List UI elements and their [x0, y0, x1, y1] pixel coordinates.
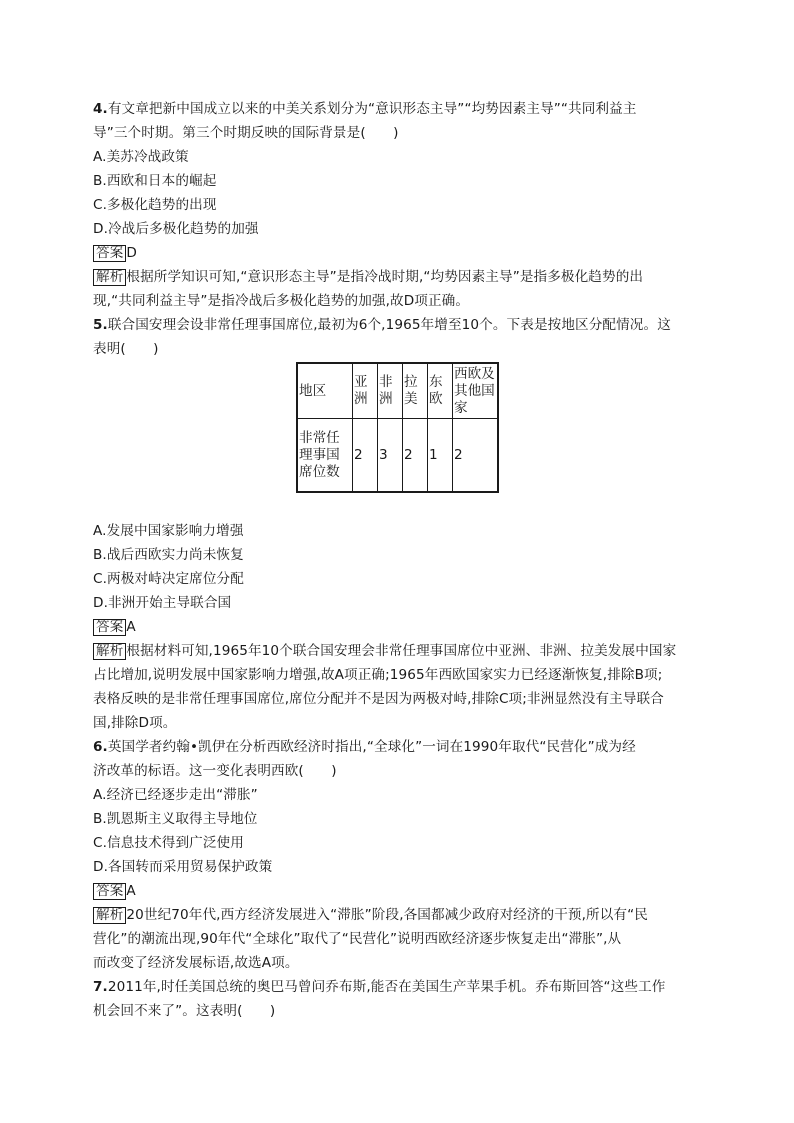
- table-cell: 3: [378, 419, 403, 493]
- table-header-row: [297, 363, 498, 419]
- q5-analysis-line-3: 表格反映的是非常任理事国席位,席位分配并不是因为两极对峙,排除C项;非洲显然没有主导联合: [93, 691, 664, 707]
- question-number: 5.: [93, 317, 108, 333]
- q4-answer: [93, 244, 137, 262]
- q4-option-b: B.西欧和日本的崛起: [93, 173, 217, 189]
- question-number: 4.: [93, 101, 108, 117]
- q6-analysis-line-3: 而改变了经济发展标语,故选A项。: [93, 955, 299, 971]
- q5-option-c: C.两极对峙决定席位分配: [93, 571, 244, 587]
- q5-stem-line-1: 5.联合国安理会设非常任理事国席位,最初为6个,1965年增至10个。下表是按地区分配情况。这: [93, 317, 671, 333]
- q4-option-d: D.冷战后多极化趋势的加强: [93, 221, 259, 237]
- table-row-label: 非常任理事国席位数: [297, 419, 353, 493]
- analysis-tag: 解析: [93, 907, 126, 924]
- q6-analysis-line-1: 解析 20世纪70年代,西方经济发展进入“滞胀”阶段,各国都减少政府对经济的干预,所以有“民: [93, 906, 648, 924]
- q5-analysis-line-4: 国,排除D项。: [93, 715, 177, 731]
- table-header-cell: 东欧: [428, 363, 453, 419]
- answer-value: D: [126, 245, 137, 261]
- q6-option-c: C.信息技术得到广泛使用: [93, 835, 244, 851]
- table-cell: 2: [453, 419, 499, 493]
- q7-stem-line-1: 7.2011年,时任美国总统的奥巴马曾问乔布斯,能否在美国生产苹果手机。乔布斯回答“这些工作: [93, 979, 666, 995]
- q6-stem-line-1: 6.英国学者约翰•凯伊在分析西欧经济时指出,“全球化”一词在1990年取代“民营化”成为经: [93, 739, 636, 755]
- q6-option-d: D.各国转而采用贸易保护政策: [93, 859, 273, 875]
- q5-option-b: B.战后西欧实力尚未恢复: [93, 547, 244, 563]
- q5-answer: [93, 618, 136, 636]
- q4-stem-line-2: 导”三个时期。第三个时期反映的国际背景是( ): [93, 125, 399, 141]
- table-header-cell: 西欧及其他国家: [453, 363, 499, 419]
- answer-value: A: [126, 619, 136, 635]
- table-header-cell: 非洲: [378, 363, 403, 419]
- q7-stem-line-2: 机会回不来了”。这表明( ): [93, 1003, 276, 1019]
- table-header-cell: 亚洲: [353, 363, 378, 419]
- table-row: [297, 419, 498, 493]
- answer-value: A: [126, 883, 136, 899]
- analysis-tag: 解析: [93, 269, 126, 286]
- answer-tag: 答案: [93, 619, 126, 636]
- table-cell: 2: [403, 419, 428, 493]
- q6-stem-line-2: 济改革的标语。这一变化表明西欧( ): [93, 763, 337, 779]
- table-header-cell: 拉美: [403, 363, 428, 419]
- answer-tag: 答案: [93, 883, 126, 900]
- table-cell: 2: [353, 419, 378, 493]
- seat-allocation-table: [296, 362, 499, 493]
- q5-option-a: A.发展中国家影响力增强: [93, 523, 244, 539]
- table-header-cell: 地区: [297, 363, 353, 419]
- q5-stem-line-2: 表明( ): [93, 341, 159, 357]
- answer-tag: 答案: [93, 245, 126, 262]
- analysis-tag: 解析: [93, 643, 126, 660]
- q4-analysis-line-1: 解析 根据所学知识可知,“意识形态主导”是指冷战时期,“均势因素主导”是指多极化趋势的出: [93, 268, 643, 286]
- q4-option-c: C.多极化趋势的出现: [93, 197, 217, 213]
- q4-analysis-line-2: 现,“共同利益主导”是指冷战后多极化趋势的加强,故D项正确。: [93, 293, 470, 309]
- q5-analysis-line-1: 解析 根据材料可知,1965年10个联合国安理会非常任理事国席位中亚洲、非洲、拉美发展中国家: [93, 642, 676, 660]
- q5-analysis-line-2: 占比增加,说明发展中国家影响力增强,故A项正确;1965年西欧国家实力已经逐渐恢复,排除B项;: [93, 667, 663, 683]
- question-number: 7.: [93, 979, 108, 995]
- q4-option-a: A.美苏冷战政策: [93, 149, 189, 165]
- q6-answer: [93, 882, 136, 900]
- question-number: 6.: [93, 739, 108, 755]
- q6-option-a: A.经济已经逐步走出“滞胀”: [93, 787, 258, 803]
- q6-analysis-line-2: 营化”的潮流出现,90年代“全球化”取代了“民营化”说明西欧经济逐步恢复走出“滞胀”,从: [93, 931, 622, 947]
- q5-option-d: D.非洲开始主导联合国: [93, 595, 232, 611]
- q6-option-b: B.凯恩斯主义取得主导地位: [93, 811, 258, 827]
- table-cell: 1: [428, 419, 453, 493]
- q4-stem-line-1: 4.有文章把新中国成立以来的中美关系划分为“意识形态主导”“均势因素主导”“共同利益主: [93, 101, 637, 117]
